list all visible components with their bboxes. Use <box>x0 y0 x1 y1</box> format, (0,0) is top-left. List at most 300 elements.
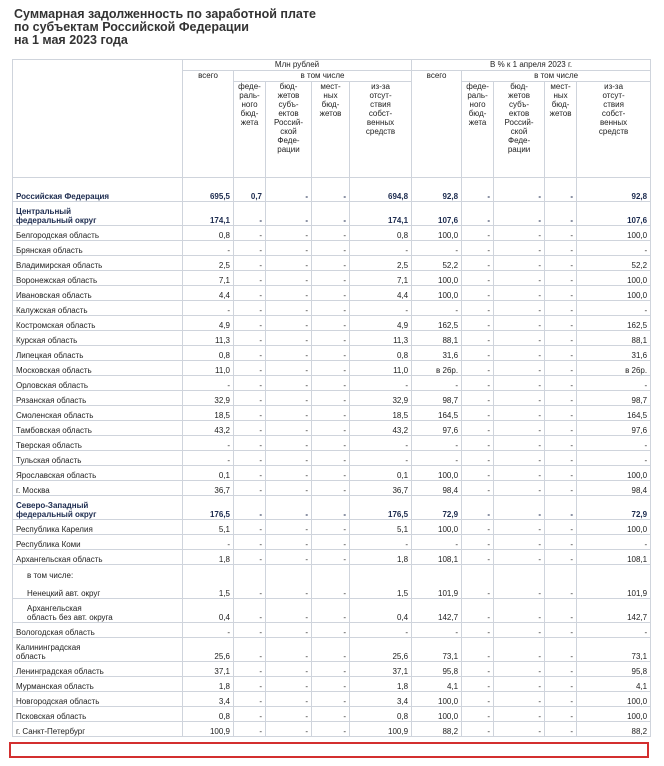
cell-value: - <box>234 520 266 535</box>
cell-value: - <box>462 550 494 565</box>
cell-value: - <box>577 241 651 256</box>
header-name-col <box>13 60 183 178</box>
cell-value: - <box>312 256 350 271</box>
table-row <box>13 286 651 301</box>
cell-value: 2,5 <box>183 256 234 271</box>
region-name: Российская Федерация <box>13 178 183 202</box>
region-name: Вологодская область <box>13 623 183 638</box>
cell-value: - <box>234 550 266 565</box>
header-own-rub: из-за отсут- ствия собст- венных средств <box>350 82 412 178</box>
cell-value: - <box>494 707 545 722</box>
header-total-pct: всего <box>412 71 462 178</box>
cell-value: - <box>412 241 462 256</box>
cell-value: - <box>494 692 545 707</box>
cell-value: 18,5 <box>350 406 412 421</box>
cell-value: - <box>545 662 577 677</box>
cell-value: 4,9 <box>350 316 412 331</box>
cell-value: 11,0 <box>183 361 234 376</box>
table-row <box>13 451 651 466</box>
cell-value: - <box>234 565 266 599</box>
region-name: Воронежская область <box>13 271 183 286</box>
cell-value: 31,6 <box>577 346 651 361</box>
table-row <box>13 496 651 520</box>
table-row <box>13 707 651 722</box>
cell-value: 72,9 <box>577 496 651 520</box>
cell-value: - <box>412 623 462 638</box>
cell-value: 100,0 <box>412 692 462 707</box>
cell-value: 97,6 <box>412 421 462 436</box>
cell-value: - <box>312 286 350 301</box>
cell-value: - <box>462 677 494 692</box>
region-name: г. Москва <box>13 481 183 496</box>
cell-value: 7,1 <box>350 271 412 286</box>
cell-value: 174,1 <box>350 202 412 226</box>
region-name: Белгородская область <box>13 226 183 241</box>
cell-value: - <box>462 466 494 481</box>
cell-value: - <box>266 331 312 346</box>
cell-value: - <box>312 202 350 226</box>
cell-value: - <box>234 361 266 376</box>
cell-value: - <box>494 599 545 623</box>
cell-value: - <box>577 451 651 466</box>
cell-value: - <box>350 451 412 466</box>
cell-value: 100,0 <box>577 707 651 722</box>
cell-value: - <box>312 496 350 520</box>
cell-value: 52,2 <box>577 256 651 271</box>
cell-value: - <box>494 565 545 599</box>
cell-value: - <box>462 599 494 623</box>
table-row <box>13 638 651 662</box>
table-row <box>13 178 651 202</box>
cell-value: 0,8 <box>183 346 234 361</box>
region-name: Архангельская область без авт. округа <box>13 599 183 623</box>
table-row <box>13 226 651 241</box>
cell-value: 100,0 <box>577 286 651 301</box>
table-row <box>13 692 651 707</box>
cell-value: - <box>545 406 577 421</box>
header-own-pct: из-за отсут- ствия собст- венных средств <box>577 82 651 178</box>
cell-value: - <box>494 520 545 535</box>
cell-value: - <box>266 481 312 496</box>
header-incl-rub: в том числе <box>234 71 412 82</box>
table-row <box>13 271 651 286</box>
cell-value: 3,4 <box>183 692 234 707</box>
region-name: Республика Карелия <box>13 520 183 535</box>
cell-value: - <box>234 301 266 316</box>
region-name: Рязанская область <box>13 391 183 406</box>
table-row <box>13 361 651 376</box>
cell-value: - <box>494 301 545 316</box>
region-name: Калужская область <box>13 301 183 316</box>
cell-value: - <box>266 391 312 406</box>
cell-value: - <box>462 226 494 241</box>
cell-value: - <box>234 599 266 623</box>
cell-value: - <box>545 692 577 707</box>
cell-value: - <box>494 623 545 638</box>
cell-value: 25,6 <box>183 638 234 662</box>
cell-value: - <box>312 346 350 361</box>
cell-value: - <box>266 623 312 638</box>
cell-value: - <box>494 226 545 241</box>
cell-value: - <box>234 662 266 677</box>
cell-value: - <box>266 178 312 202</box>
cell-value: - <box>462 331 494 346</box>
table-row <box>13 599 651 623</box>
cell-value: - <box>577 535 651 550</box>
cell-value: 108,1 <box>577 550 651 565</box>
cell-value: - <box>494 451 545 466</box>
cell-value: 1,8 <box>183 677 234 692</box>
table-row <box>13 256 651 271</box>
cell-value: - <box>545 496 577 520</box>
region-name: Ленинградская область <box>13 662 183 677</box>
cell-value: - <box>545 331 577 346</box>
cell-value: 92,8 <box>577 178 651 202</box>
cell-value: - <box>545 271 577 286</box>
cell-value: - <box>234 466 266 481</box>
cell-value: - <box>266 226 312 241</box>
cell-value: - <box>266 599 312 623</box>
cell-value: - <box>312 178 350 202</box>
cell-value: - <box>312 376 350 391</box>
table-row <box>13 376 651 391</box>
cell-value: 0,1 <box>183 466 234 481</box>
cell-value: - <box>266 722 312 737</box>
cell-value: - <box>183 623 234 638</box>
cell-value: - <box>312 241 350 256</box>
table-row <box>13 623 651 638</box>
cell-value: 36,7 <box>183 481 234 496</box>
cell-value: 18,5 <box>183 406 234 421</box>
cell-value: - <box>183 436 234 451</box>
title-line-2: по субъектам Российской Федерации <box>14 20 249 34</box>
cell-value: - <box>462 391 494 406</box>
cell-value: - <box>266 346 312 361</box>
table-row <box>13 202 651 226</box>
cell-value: 31,6 <box>412 346 462 361</box>
cell-value: 25,6 <box>350 638 412 662</box>
cell-value: - <box>577 301 651 316</box>
cell-value: - <box>545 361 577 376</box>
cell-value: 2,5 <box>350 256 412 271</box>
cell-value: 88,2 <box>577 722 651 737</box>
cell-value: - <box>494 361 545 376</box>
cell-value: - <box>350 623 412 638</box>
cell-value: - <box>494 550 545 565</box>
cell-value: 164,5 <box>577 406 651 421</box>
cell-value: - <box>234 226 266 241</box>
table-row <box>13 391 651 406</box>
page-title <box>14 8 316 47</box>
cell-value: - <box>234 722 266 737</box>
table-row <box>13 436 651 451</box>
header-incl-pct: в том числе <box>462 71 651 82</box>
cell-value: 1,8 <box>350 677 412 692</box>
cell-value: 4,4 <box>183 286 234 301</box>
cell-value: 97,6 <box>577 421 651 436</box>
cell-value: - <box>494 391 545 406</box>
cell-value: - <box>462 256 494 271</box>
cell-value: - <box>494 346 545 361</box>
cell-value: - <box>312 535 350 550</box>
region-name: Орловская область <box>13 376 183 391</box>
cell-value: 4,1 <box>577 677 651 692</box>
header-reg-rub: бюд- жетов субъ- ектов Россий- ской Феде- рации <box>266 82 312 178</box>
cell-value: - <box>234 707 266 722</box>
cell-value: - <box>494 436 545 451</box>
cell-value: - <box>350 301 412 316</box>
table-row <box>13 346 651 361</box>
cell-value: - <box>266 436 312 451</box>
cell-value: - <box>462 638 494 662</box>
region-name: Тамбовская область <box>13 421 183 436</box>
cell-value: 0,4 <box>183 599 234 623</box>
region-name: Ярославская область <box>13 466 183 481</box>
table-row <box>13 406 651 421</box>
cell-value: - <box>462 436 494 451</box>
cell-value: 11,3 <box>183 331 234 346</box>
cell-value: - <box>312 520 350 535</box>
cell-value: - <box>312 481 350 496</box>
cell-value: - <box>312 466 350 481</box>
cell-value: - <box>266 466 312 481</box>
cell-value: 100,0 <box>577 520 651 535</box>
cell-value: 176,5 <box>350 496 412 520</box>
cell-value: - <box>266 241 312 256</box>
cell-value: - <box>545 316 577 331</box>
cell-value: - <box>312 565 350 599</box>
cell-value: 4,4 <box>350 286 412 301</box>
cell-value: - <box>494 202 545 226</box>
cell-value: 695,5 <box>183 178 234 202</box>
cell-value: - <box>462 496 494 520</box>
cell-value: - <box>312 271 350 286</box>
cell-value: - <box>577 376 651 391</box>
cell-value: - <box>545 677 577 692</box>
cell-value: - <box>412 451 462 466</box>
cell-value: 100,0 <box>412 466 462 481</box>
cell-value: - <box>494 271 545 286</box>
cell-value: - <box>266 301 312 316</box>
cell-value: - <box>266 406 312 421</box>
cell-value: - <box>312 301 350 316</box>
cell-value: - <box>266 361 312 376</box>
cell-value: - <box>234 496 266 520</box>
cell-value: - <box>494 316 545 331</box>
cell-value: - <box>462 692 494 707</box>
cell-value: - <box>266 316 312 331</box>
table-row <box>13 421 651 436</box>
cell-value: - <box>462 520 494 535</box>
cell-value: 32,9 <box>350 391 412 406</box>
cell-value: 1,5 <box>350 565 412 599</box>
cell-value: - <box>266 271 312 286</box>
cell-value: 174,1 <box>183 202 234 226</box>
region-name: в том числе: Ненецкий авт. округ <box>13 565 183 599</box>
cell-value: - <box>183 535 234 550</box>
cell-value: - <box>183 376 234 391</box>
cell-value: - <box>266 496 312 520</box>
cell-value: - <box>545 301 577 316</box>
cell-value: - <box>312 331 350 346</box>
cell-value: - <box>234 316 266 331</box>
cell-value: - <box>545 451 577 466</box>
cell-value: 0,4 <box>350 599 412 623</box>
cell-value: - <box>494 286 545 301</box>
cell-value: - <box>183 451 234 466</box>
table-row <box>13 466 651 481</box>
cell-value: - <box>462 286 494 301</box>
cell-value: - <box>350 376 412 391</box>
cell-value: - <box>412 301 462 316</box>
title-line-1: Суммарная задолженность по заработной плате <box>14 7 316 21</box>
region-name: Мурманская область <box>13 677 183 692</box>
cell-value: - <box>234 331 266 346</box>
cell-value: - <box>462 722 494 737</box>
cell-value: - <box>312 406 350 421</box>
cell-value: 11,0 <box>350 361 412 376</box>
cell-value: - <box>545 346 577 361</box>
cell-value: 100,0 <box>412 520 462 535</box>
table-row <box>13 316 651 331</box>
cell-value: 88,1 <box>577 331 651 346</box>
cell-value: - <box>350 436 412 451</box>
table-row <box>13 722 651 737</box>
cell-value: - <box>266 565 312 599</box>
table-row <box>13 662 651 677</box>
cell-value: - <box>234 451 266 466</box>
region-name: Липецкая область <box>13 346 183 361</box>
cell-value: - <box>545 599 577 623</box>
cell-value: 37,1 <box>350 662 412 677</box>
cell-value: - <box>494 535 545 550</box>
header-fed-rub: феде- раль- ного бюд- жета <box>234 82 266 178</box>
cell-value: в 26р. <box>577 361 651 376</box>
cell-value: - <box>266 638 312 662</box>
cell-value: 0,8 <box>350 346 412 361</box>
cell-value: - <box>462 346 494 361</box>
cell-value: - <box>266 535 312 550</box>
cell-value: - <box>312 226 350 241</box>
cell-value: 98,7 <box>577 391 651 406</box>
cell-value: - <box>494 178 545 202</box>
cell-value: - <box>545 707 577 722</box>
table-row <box>13 550 651 565</box>
cell-value: - <box>545 466 577 481</box>
table-row <box>13 481 651 496</box>
cell-value: - <box>545 520 577 535</box>
title-line-3: на 1 мая 2023 года <box>14 33 128 47</box>
cell-value: 5,1 <box>183 520 234 535</box>
cell-value: - <box>462 376 494 391</box>
cell-value: 107,6 <box>577 202 651 226</box>
cell-value: - <box>312 623 350 638</box>
cell-value: 36,7 <box>350 481 412 496</box>
cell-value: - <box>312 677 350 692</box>
header-loc-rub: мест- ных бюд- жетов <box>312 82 350 178</box>
cell-value: 0,7 <box>234 178 266 202</box>
cell-value: 0,8 <box>183 226 234 241</box>
cell-value: - <box>266 662 312 677</box>
cell-value: - <box>494 406 545 421</box>
cell-value: - <box>577 436 651 451</box>
cell-value: - <box>312 550 350 565</box>
region-name: Новгородская область <box>13 692 183 707</box>
cell-value: - <box>545 722 577 737</box>
cell-value: 108,1 <box>412 550 462 565</box>
cell-value: - <box>545 436 577 451</box>
cell-value: 4,1 <box>412 677 462 692</box>
cell-value: 5,1 <box>350 520 412 535</box>
cell-value: - <box>312 361 350 376</box>
region-name: Курская область <box>13 331 183 346</box>
cell-value: - <box>494 662 545 677</box>
table-row <box>13 241 651 256</box>
cell-value: 73,1 <box>412 638 462 662</box>
region-name: Калининградская область <box>13 638 183 662</box>
region-name: Костромская область <box>13 316 183 331</box>
cell-value: 37,1 <box>183 662 234 677</box>
cell-value: 162,5 <box>412 316 462 331</box>
cell-value: 142,7 <box>577 599 651 623</box>
cell-value: 100,0 <box>577 692 651 707</box>
cell-value: - <box>312 707 350 722</box>
cell-value: - <box>350 535 412 550</box>
cell-value: - <box>234 677 266 692</box>
cell-value: - <box>545 226 577 241</box>
cell-value: - <box>494 677 545 692</box>
cell-value: - <box>494 331 545 346</box>
cell-value: - <box>494 241 545 256</box>
cell-value: - <box>266 202 312 226</box>
cell-value: - <box>494 496 545 520</box>
region-name: Центральный федеральный округ <box>13 202 183 226</box>
cell-value: - <box>266 520 312 535</box>
cell-value: - <box>234 391 266 406</box>
cell-value: - <box>266 550 312 565</box>
cell-value: - <box>266 421 312 436</box>
cell-value: 107,6 <box>412 202 462 226</box>
cell-value: - <box>494 722 545 737</box>
region-name: г. Санкт-Петербург <box>13 722 183 737</box>
cell-value: 100,0 <box>412 271 462 286</box>
cell-value: 98,4 <box>412 481 462 496</box>
cell-value: - <box>545 535 577 550</box>
cell-value: - <box>462 301 494 316</box>
cell-value: 0,8 <box>183 707 234 722</box>
cell-value: - <box>545 623 577 638</box>
cell-value: 176,5 <box>183 496 234 520</box>
cell-value: 98,7 <box>412 391 462 406</box>
cell-value: 100,0 <box>577 271 651 286</box>
cell-value: 32,9 <box>183 391 234 406</box>
cell-value: - <box>462 241 494 256</box>
cell-value: - <box>312 599 350 623</box>
cell-value: - <box>266 707 312 722</box>
region-name: Ивановская область <box>13 286 183 301</box>
cell-value: 92,8 <box>412 178 462 202</box>
cell-value: 100,0 <box>577 466 651 481</box>
cell-value: 100,9 <box>350 722 412 737</box>
cell-value: 7,1 <box>183 271 234 286</box>
table-row <box>13 565 651 599</box>
cell-value: - <box>545 256 577 271</box>
region-name: Брянская область <box>13 241 183 256</box>
cell-value: - <box>312 391 350 406</box>
cell-value: - <box>462 202 494 226</box>
table-row <box>13 520 651 535</box>
cell-value: - <box>545 376 577 391</box>
